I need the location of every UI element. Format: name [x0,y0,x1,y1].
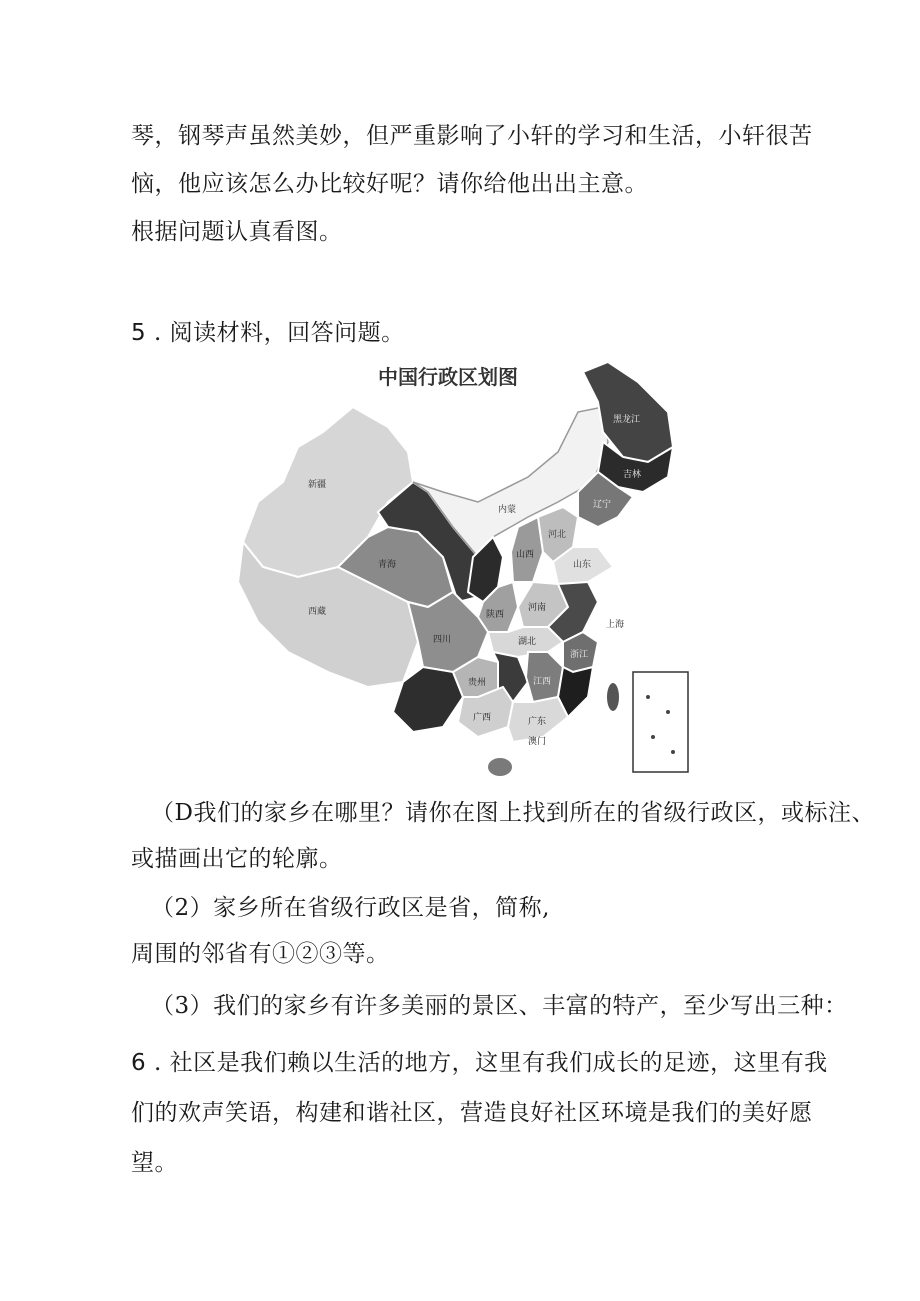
sub-question-1-cont: 或描画出它的轮廓。 [131,846,343,872]
label-liaoning: 辽宁 [593,500,612,510]
question-6-number: 6 [131,1050,147,1076]
label-zhejiang: 浙江 [570,650,589,660]
label-qinghai: 青海 [378,560,397,570]
label-neimeng: 内蒙 [498,505,517,515]
label-aomen: 澳门 [528,737,547,747]
paragraph-line-1: 琴，钢琴声虽然美妙，但严重影响了小轩的学习和生活，小轩很苦 [131,123,813,149]
inset-island-3 [651,735,655,739]
map-title: 中国行政区划图 [378,365,518,389]
sub-question-2: （2）家乡所在省级行政区是省，简称, [151,895,550,921]
sub-question-2-cont: 周围的邻省有①②③等。 [131,941,390,967]
inset-island-4 [671,750,675,754]
question-6-line-3: 望。 [131,1150,178,1176]
inset-island-2 [666,710,670,714]
sub-question-1: （D我们的家乡在哪里？请你在图上找到所在的省级行政区，或标注、 [151,800,875,826]
label-hebei: 河北 [548,530,567,540]
question-6-line-1 [131,1048,828,1078]
label-sichuan: 四川 [433,635,452,645]
question-5-text: . 阅读材料，回答问题。 [146,320,405,346]
region-hainan [488,758,512,776]
question-6-line-2: 们的欢声笑语，构建和谐社区，营造良好社区环境是我们的美好愿 [131,1100,813,1126]
question-5-heading [131,318,405,348]
label-guizhou: 贵州 [468,678,487,688]
label-shanxi: 山西 [516,550,535,560]
paragraph-line-2: 恼，他应该怎么办比较好呢？请你给他出出主意。 [131,171,648,197]
region-taiwan [607,683,619,711]
label-xizang: 西藏 [308,607,327,617]
label-henan: 河南 [528,603,547,613]
label-hubei: 湖北 [518,637,537,647]
inset-island-1 [646,695,650,699]
question-5-number: 5 [131,320,147,346]
question-6-text: . 社区是我们赖以生活的地方，这里有我们成长的足迹，这里有我 [146,1050,828,1076]
label-shaanxi: 陕西 [486,610,505,620]
south-china-sea-inset [633,672,688,772]
sub-question-3: （3）我们的家乡有许多美丽的景区、丰富的特产，至少写出三种： [151,993,848,1019]
paragraph-line-3: 根据问题认真看图。 [131,219,343,245]
label-jiangxi: 江西 [533,677,552,687]
china-map-figure [228,352,700,784]
label-xinjiang: 新疆 [308,480,327,490]
label-heilongjiang: 黑龙江 [613,415,641,425]
label-guangxi: 广西 [473,713,492,723]
label-shandong: 山东 [573,560,592,570]
label-shanghai: 上海 [606,620,625,630]
label-guangdong: 广东 [528,717,547,727]
label-jilin: 吉林 [623,470,642,480]
